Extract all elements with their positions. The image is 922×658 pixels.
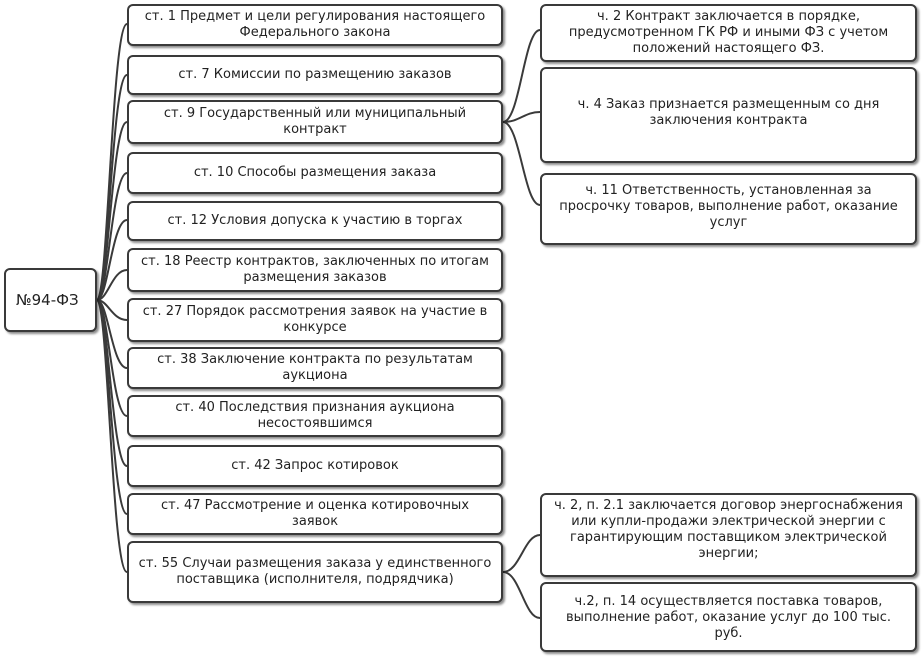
detail-label: ч. 2, п. 2.1 заключается договор энергоснабжения или купли-продажи электрической энергии с гарантирующим поставщиком электрической энергии; [554,498,903,561]
detail-label: ч.2, п. 14 осуществляется поставка товаров, выполнение работ, оказание услуг до 100 тыс. руб. [566,594,891,641]
article-label: ст. 10 Способы размещения заказа [193,165,437,180]
article-label: ст. 55 Случаи размещения заказа у единственного поставщика (исполнителя, подрядчика) [138,556,492,587]
detail-node-st55-part2-14 [540,582,917,652]
root-law-label: №94-ФЗ [16,291,79,309]
detail-node-st9-part11 [540,173,917,245]
article-node-9 [127,100,503,144]
article-node-10 [127,152,503,194]
article-label: ст. 42 Запрос котировок [231,458,399,473]
article-label: ст. 9 Государственный или муниципальный контракт [163,106,467,137]
article-label: ст. 12 Условия допуска к участию в торгах [167,213,463,228]
article-label: ст. 1 Предмет и цели регулирования настоящего Федерального закона [144,9,486,40]
article-label: ст. 38 Заключение контракта по результатам аукциона [157,352,473,383]
detail-node-st55-part2-1 [540,493,917,577]
article-node-38 [127,347,503,389]
article-node-40 [127,395,503,437]
article-node-47 [127,493,503,535]
article-node-12 [127,201,503,241]
article-label: ст. 7 Комиссии по размещению заказов [178,67,452,82]
article-label: ст. 40 Последствия признания аукциона несостоявшимся [175,400,455,431]
article-label: ст. 18 Реестр контрактов, заключенных по итогам размещения заказов [141,254,489,285]
detail-label: ч. 2 Контракт заключается в порядке, предусмотренном ГК РФ и иными ФЗ с учетом положений настоящего ФЗ. [568,9,889,56]
root-law-node [4,268,97,332]
article-label: ст. 27 Порядок рассмотрения заявок на участие в конкурсе [142,304,488,335]
article-node-55 [127,541,503,603]
article-label: ст. 47 Рассмотрение и оценка котировочных заявок [160,498,470,529]
detail-node-st9-part4 [540,67,917,163]
article-node-42 [127,445,503,487]
detail-label: ч. 11 Ответственность, установленная за просрочку товаров, выполнение работ, оказание услуг [559,183,898,230]
article-node-27 [127,298,503,342]
article-node-1 [127,4,503,46]
article-node-18 [127,248,503,292]
detail-label: ч. 4 Заказ признается размещенным со дня заключения контракта [577,97,880,128]
detail-node-st9-part2 [540,4,917,62]
article-node-7 [127,55,503,95]
